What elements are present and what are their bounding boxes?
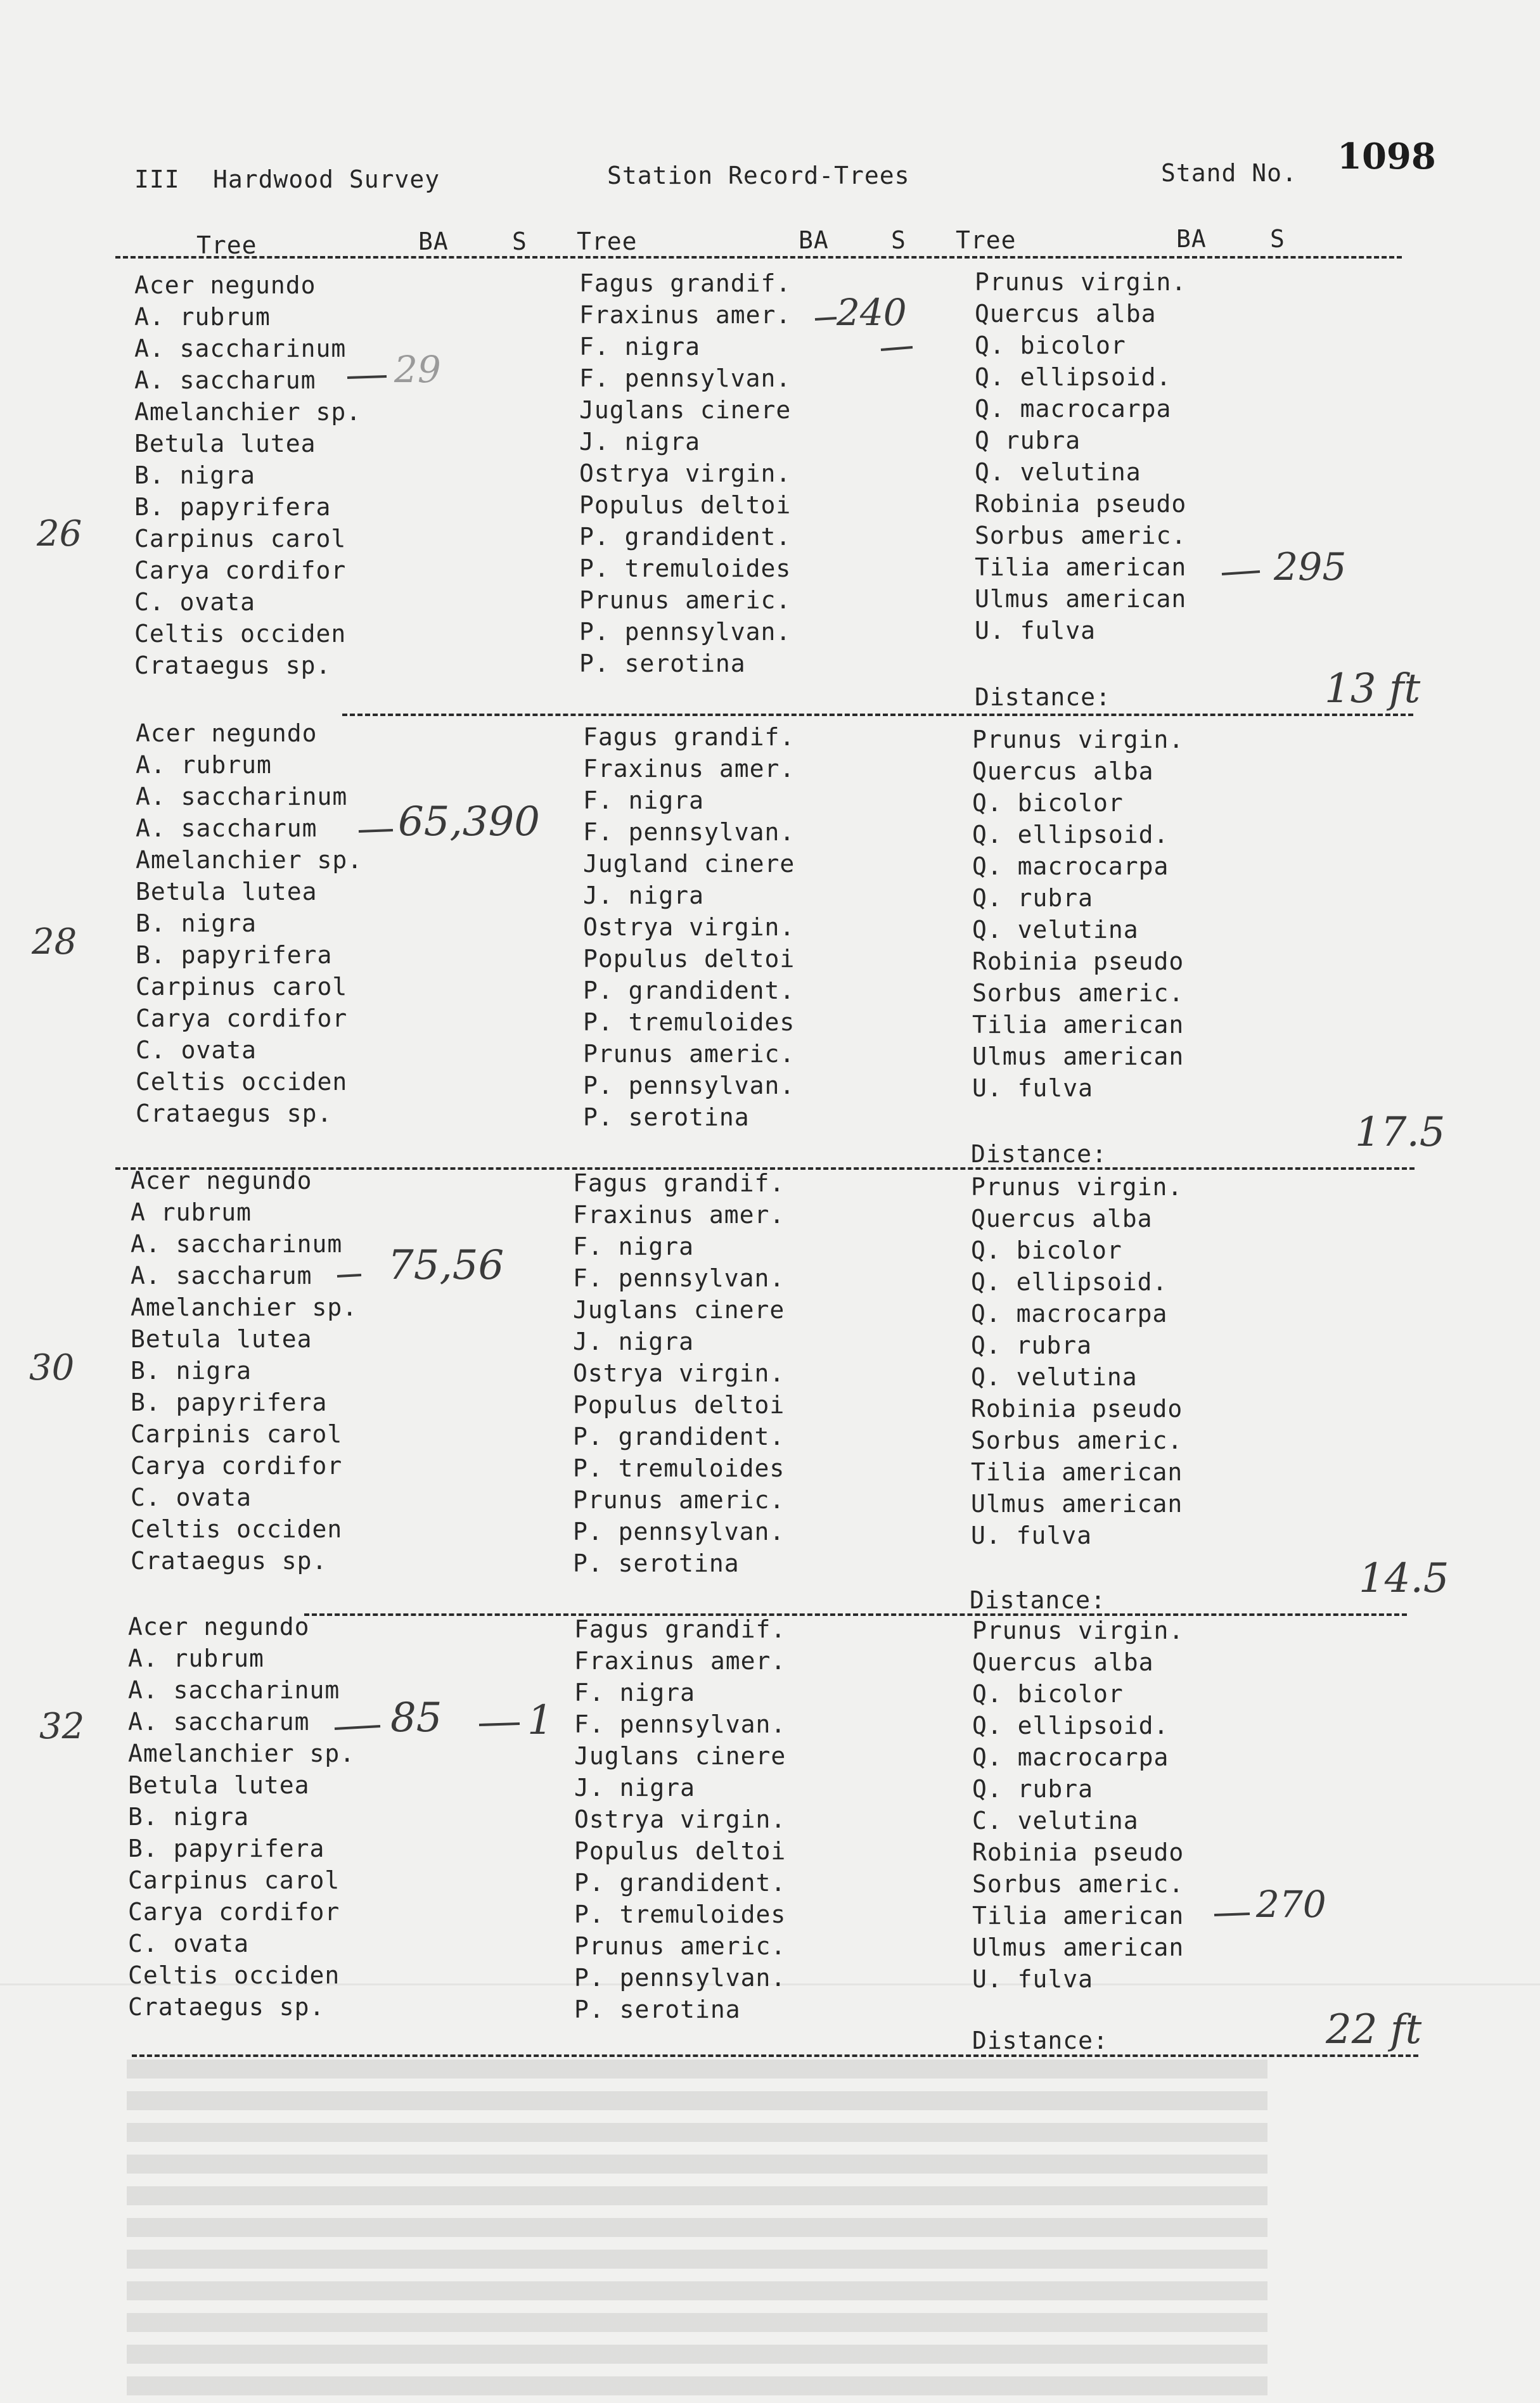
species-entry: Tilia american <box>971 1458 1183 1486</box>
species-entry: Populus deltoi <box>583 945 795 973</box>
species-entry: F. pennsylvan. <box>574 1710 786 1738</box>
species-entry: Robinia pseudo <box>972 1838 1184 1866</box>
species-entry: Crataegus sp. <box>131 1547 328 1575</box>
species-entry: Amelanchier sp. <box>134 398 362 426</box>
species-entry: Q. macrocarpa <box>972 1743 1169 1771</box>
species-entry: J. nigra <box>574 1774 696 1802</box>
species-entry: Q. rubra <box>972 884 1094 912</box>
species-entry: Q. velutina <box>975 458 1141 486</box>
species-entry: Ostrya virgin. <box>574 1805 786 1833</box>
species-entry: Q rubra <box>975 426 1081 454</box>
col-s-header-1: S <box>512 227 527 255</box>
paper-fold <box>0 1983 1540 1985</box>
handwritten-margin-1: 26 <box>37 513 82 554</box>
species-entry: Q. rubra <box>971 1331 1093 1359</box>
species-entry: C. ovata <box>131 1483 252 1511</box>
species-entry: Q. velutina <box>972 916 1139 944</box>
species-entry: Q. ellipsoid. <box>972 1712 1169 1740</box>
species-entry: P. serotina <box>574 1996 741 2023</box>
species-entry: A. saccharum <box>128 1708 310 1736</box>
species-entry: Q. ellipsoid. <box>975 363 1172 391</box>
species-entry: Q. ellipsoid. <box>972 821 1169 849</box>
handwritten-distance-1: 13 ft <box>1325 665 1421 712</box>
survey-title: Hardwood Survey <box>213 165 440 193</box>
species-entry: Crataegus sp. <box>136 1099 333 1127</box>
species-entry: Q. macrocarpa <box>975 395 1172 423</box>
species-entry: J. nigra <box>579 428 701 456</box>
handwritten-distance-2: 17.5 <box>1355 1109 1446 1156</box>
distance-label: Distance: <box>972 2027 1108 2054</box>
species-entry: C. ovata <box>136 1036 257 1064</box>
species-entry: Fraxinus amer. <box>574 1647 786 1675</box>
species-entry: A. saccharinum <box>134 335 347 362</box>
species-entry: Celtis occiden <box>134 620 347 648</box>
species-entry: F. pennsylvan. <box>583 818 795 846</box>
species-entry: F. nigra <box>583 786 705 814</box>
species-entry: P. tremuloides <box>583 1008 795 1036</box>
species-entry: Robinia pseudo <box>975 490 1187 518</box>
species-entry: P. grandident. <box>573 1423 785 1451</box>
species-entry: F. nigra <box>574 1679 696 1707</box>
species-entry: Prunus virgin. <box>975 268 1187 296</box>
species-entry: Tilia american <box>972 1011 1184 1039</box>
species-entry: C. velutina <box>972 1807 1139 1835</box>
species-entry: Populus deltoi <box>579 491 792 519</box>
handwritten-ba-tilia-1: 295 <box>1274 545 1347 589</box>
species-entry: Juglans cinere <box>573 1296 785 1324</box>
species-entry: Ostrya virgin. <box>583 913 795 941</box>
station-2-col-2 <box>583 721 795 1133</box>
col-s-header-2: S <box>891 226 906 254</box>
species-entry: Carya cordifor <box>128 1898 340 1926</box>
species-entry: Tilia american <box>972 1902 1184 1930</box>
species-entry: P. grandident. <box>574 1869 786 1897</box>
species-entry: J. nigra <box>573 1328 695 1355</box>
col-ba-header-2: BA <box>799 226 829 254</box>
stand-label: Stand No. <box>1161 159 1297 187</box>
col-tree-header-3: Tree <box>956 226 1017 254</box>
header-rule <box>115 256 1402 259</box>
species-entry: Quercus alba <box>971 1205 1153 1233</box>
species-entry: Juglans cinere <box>574 1742 786 1770</box>
species-entry: Fagus grandif. <box>579 269 792 297</box>
species-entry: B. nigra <box>136 909 257 937</box>
species-entry: Carya cordifor <box>131 1452 343 1480</box>
species-entry: Ostrya virgin. <box>579 459 792 487</box>
species-entry: P. tremuloides <box>574 1900 786 1928</box>
pen-stroke <box>1222 572 1260 574</box>
species-entry: A. rubrum <box>134 303 271 331</box>
species-entry: P. pennsylvan. <box>574 1964 786 1992</box>
species-entry: C. ovata <box>128 1930 250 1958</box>
col-s-header-3: S <box>1270 225 1285 253</box>
species-entry: B. nigra <box>128 1803 250 1831</box>
handwritten-s-saccharum-4: 1 <box>527 1697 553 1744</box>
species-entry: P. serotina <box>583 1103 750 1131</box>
handwritten-margin-3: 30 <box>29 1347 75 1388</box>
species-entry: Q. ellipsoid. <box>971 1268 1168 1296</box>
species-entry: Carpinus carol <box>136 973 348 1001</box>
species-entry: Q. macrocarpa <box>971 1300 1168 1328</box>
species-entry: P. serotina <box>579 650 746 677</box>
species-entry: Ulmus american <box>972 1042 1184 1070</box>
species-entry: Fraxinus amer. <box>579 301 792 329</box>
station-divider <box>304 1613 1407 1616</box>
species-entry: A. rubrum <box>136 751 272 779</box>
species-entry: A rubrum <box>131 1198 252 1226</box>
species-entry: P. serotina <box>573 1549 740 1577</box>
species-entry: Carya cordifor <box>134 556 347 584</box>
pen-stroke <box>1214 1914 1250 1915</box>
species-entry: Q. bicolor <box>971 1236 1122 1264</box>
handwritten-ba-saccharum-4: 85 <box>390 1695 442 1741</box>
col-ba-header-1: BA <box>418 227 449 255</box>
pen-stroke <box>479 1724 520 1725</box>
species-entry: Jugland cinere <box>583 850 795 878</box>
species-entry: Carya cordifor <box>136 1004 348 1032</box>
handwritten-ba-saccharum-2: 65,390 <box>398 798 540 845</box>
species-entry: Crataegus sp. <box>128 1993 325 2021</box>
col-ba-header-3: BA <box>1176 225 1207 253</box>
species-entry: A. saccharinum <box>136 783 348 811</box>
species-entry: Quercus alba <box>972 1648 1154 1676</box>
species-entry: Q. bicolor <box>972 1680 1124 1708</box>
species-entry: Sorbus americ. <box>972 1870 1184 1898</box>
species-entry: P. pennsylvan. <box>579 618 792 646</box>
species-entry: Acer negundo <box>131 1167 312 1195</box>
species-entry: U. fulva <box>972 1074 1094 1102</box>
species-entry: Amelanchier sp. <box>131 1293 358 1321</box>
species-entry: A. saccharum <box>136 814 318 842</box>
station-divider <box>342 714 1413 716</box>
species-entry: U. fulva <box>972 1965 1094 1993</box>
handwritten-distance-3: 14.5 <box>1359 1555 1449 1602</box>
species-entry: Celtis occiden <box>131 1515 343 1543</box>
species-entry: Carpinus carol <box>134 525 347 553</box>
handwritten-ba-tilia-4: 270 <box>1256 1883 1326 1926</box>
species-entry: Fraxinus amer. <box>573 1201 785 1229</box>
station-2-col-3 <box>972 724 1184 1104</box>
handwritten-margin-4: 32 <box>39 1706 85 1747</box>
species-entry: Ulmus american <box>971 1490 1183 1518</box>
species-entry: Prunus americ. <box>579 586 792 614</box>
species-entry: A. saccharinum <box>131 1230 343 1258</box>
species-entry: Prunus americ. <box>574 1932 786 1960</box>
species-entry: Robinia pseudo <box>971 1395 1183 1423</box>
distance-label: Distance: <box>970 1586 1106 1614</box>
species-entry: B. papyrifera <box>128 1835 325 1862</box>
series-number: III <box>134 165 180 193</box>
species-entry: P. grandident. <box>583 977 795 1004</box>
species-entry: P. tremuloides <box>579 554 792 582</box>
species-entry: Betula lutea <box>128 1771 310 1799</box>
species-entry: Carpinus carol <box>128 1866 340 1894</box>
species-entry: P. grandident. <box>579 523 792 551</box>
species-entry: Prunus virgin. <box>972 1617 1184 1644</box>
species-entry: C. ovata <box>134 588 256 616</box>
pen-stroke <box>359 830 393 831</box>
handwritten-ba-fraxinus-1: 240 <box>837 291 907 334</box>
species-entry: Acer negundo <box>134 271 316 299</box>
species-entry: U. fulva <box>971 1522 1093 1549</box>
species-entry: Acer negundo <box>128 1613 310 1641</box>
species-entry: Fagus grandif. <box>574 1615 786 1643</box>
station-4-col-1 <box>128 1611 355 2023</box>
species-entry: F. pennsylvan. <box>573 1264 785 1292</box>
station-divider <box>132 2054 1418 2057</box>
species-entry: B. papyrifera <box>136 941 333 969</box>
pen-stroke <box>881 347 913 350</box>
species-entry: B. papyrifera <box>131 1388 328 1416</box>
species-entry: Betula lutea <box>134 430 316 458</box>
species-entry: Quercus alba <box>972 757 1154 785</box>
handwritten-ba-saccharum-3: 75,56 <box>388 1242 504 1289</box>
species-entry: Q. bicolor <box>972 789 1124 817</box>
species-entry: Celtis occiden <box>136 1068 348 1096</box>
species-entry: Sorbus americ. <box>975 522 1187 549</box>
species-entry: Q. macrocarpa <box>972 852 1169 880</box>
species-entry: A. saccharum <box>131 1262 312 1290</box>
species-entry: J. nigra <box>583 881 705 909</box>
species-entry: Prunus virgin. <box>972 726 1184 753</box>
stand-number: 1098 <box>1337 136 1436 177</box>
species-entry: Crataegus sp. <box>134 651 331 679</box>
species-entry: Celtis occiden <box>128 1961 340 1989</box>
species-entry: A. saccharum <box>134 366 316 394</box>
station-1-col-3 <box>975 266 1186 646</box>
handwritten-ba-saccharum-1: 29 <box>394 348 441 391</box>
species-entry: Populus deltoi <box>574 1837 786 1865</box>
station-3-col-1 <box>131 1165 357 1577</box>
species-entry: Ostrya virgin. <box>573 1359 785 1387</box>
species-entry: U. fulva <box>975 617 1096 644</box>
species-entry: Fagus grandif. <box>583 723 795 751</box>
species-entry: Q. rubra <box>972 1775 1094 1803</box>
species-entry: Carpinis carol <box>131 1420 343 1448</box>
pen-stroke <box>815 318 837 319</box>
species-entry: Amelanchier sp. <box>136 846 363 874</box>
species-entry: Prunus americ. <box>583 1040 795 1068</box>
species-entry: B. nigra <box>134 461 256 489</box>
bleed-through <box>127 2060 1267 2402</box>
species-entry: Acer negundo <box>136 719 318 747</box>
species-entry: Ulmus american <box>975 585 1187 613</box>
station-3-col-2 <box>573 1167 785 1579</box>
species-entry: Amelanchier sp. <box>128 1740 356 1767</box>
species-entry: Prunus americ. <box>573 1486 785 1514</box>
species-entry: B. nigra <box>131 1357 252 1385</box>
distance-label: Distance: <box>971 1140 1107 1168</box>
distance-label: Distance: <box>975 683 1111 711</box>
species-entry: P. pennsylvan. <box>573 1518 785 1546</box>
species-entry: F. pennsylvan. <box>579 364 792 392</box>
species-entry: A. saccharinum <box>128 1676 340 1704</box>
species-entry: Betula lutea <box>136 878 318 906</box>
species-entry: Tilia american <box>975 553 1187 581</box>
species-entry: Populus deltoi <box>573 1391 785 1419</box>
species-entry: F. nigra <box>573 1233 695 1260</box>
species-entry: Ulmus american <box>972 1933 1184 1961</box>
station-1-col-1 <box>134 269 361 681</box>
species-entry: B. papyrifera <box>134 493 331 521</box>
species-entry: Prunus virgin. <box>971 1173 1183 1201</box>
col-tree-header-2: Tree <box>577 227 638 255</box>
station-4-col-2 <box>574 1613 786 2025</box>
handwritten-distance-4: 22 ft <box>1326 2006 1422 2053</box>
species-entry: Q. bicolor <box>975 331 1126 359</box>
species-entry: Sorbus americ. <box>972 979 1184 1007</box>
species-entry: P. pennsylvan. <box>583 1072 795 1099</box>
station-1-col-2 <box>579 267 791 679</box>
record-title: Station Record-Trees <box>607 162 910 189</box>
col-tree-header-1: Tree <box>196 231 257 259</box>
station-2-col-1 <box>136 717 363 1129</box>
species-entry: P. tremuloides <box>573 1454 785 1482</box>
species-entry: F. nigra <box>579 333 701 361</box>
species-entry: Q. velutina <box>971 1363 1138 1391</box>
species-entry: Quercus alba <box>975 300 1157 328</box>
handwritten-margin-2: 28 <box>32 921 77 963</box>
station-4-col-3 <box>972 1615 1184 1995</box>
species-entry: Juglans cinere <box>579 396 792 424</box>
species-entry: Betula lutea <box>131 1325 312 1353</box>
station-3-col-3 <box>971 1171 1183 1551</box>
species-entry: Fagus grandif. <box>573 1169 785 1197</box>
species-entry: A. rubrum <box>128 1644 264 1672</box>
species-entry: Fraxinus amer. <box>583 755 795 783</box>
species-entry: Robinia pseudo <box>972 947 1184 975</box>
species-entry: Sorbus americ. <box>971 1426 1183 1454</box>
